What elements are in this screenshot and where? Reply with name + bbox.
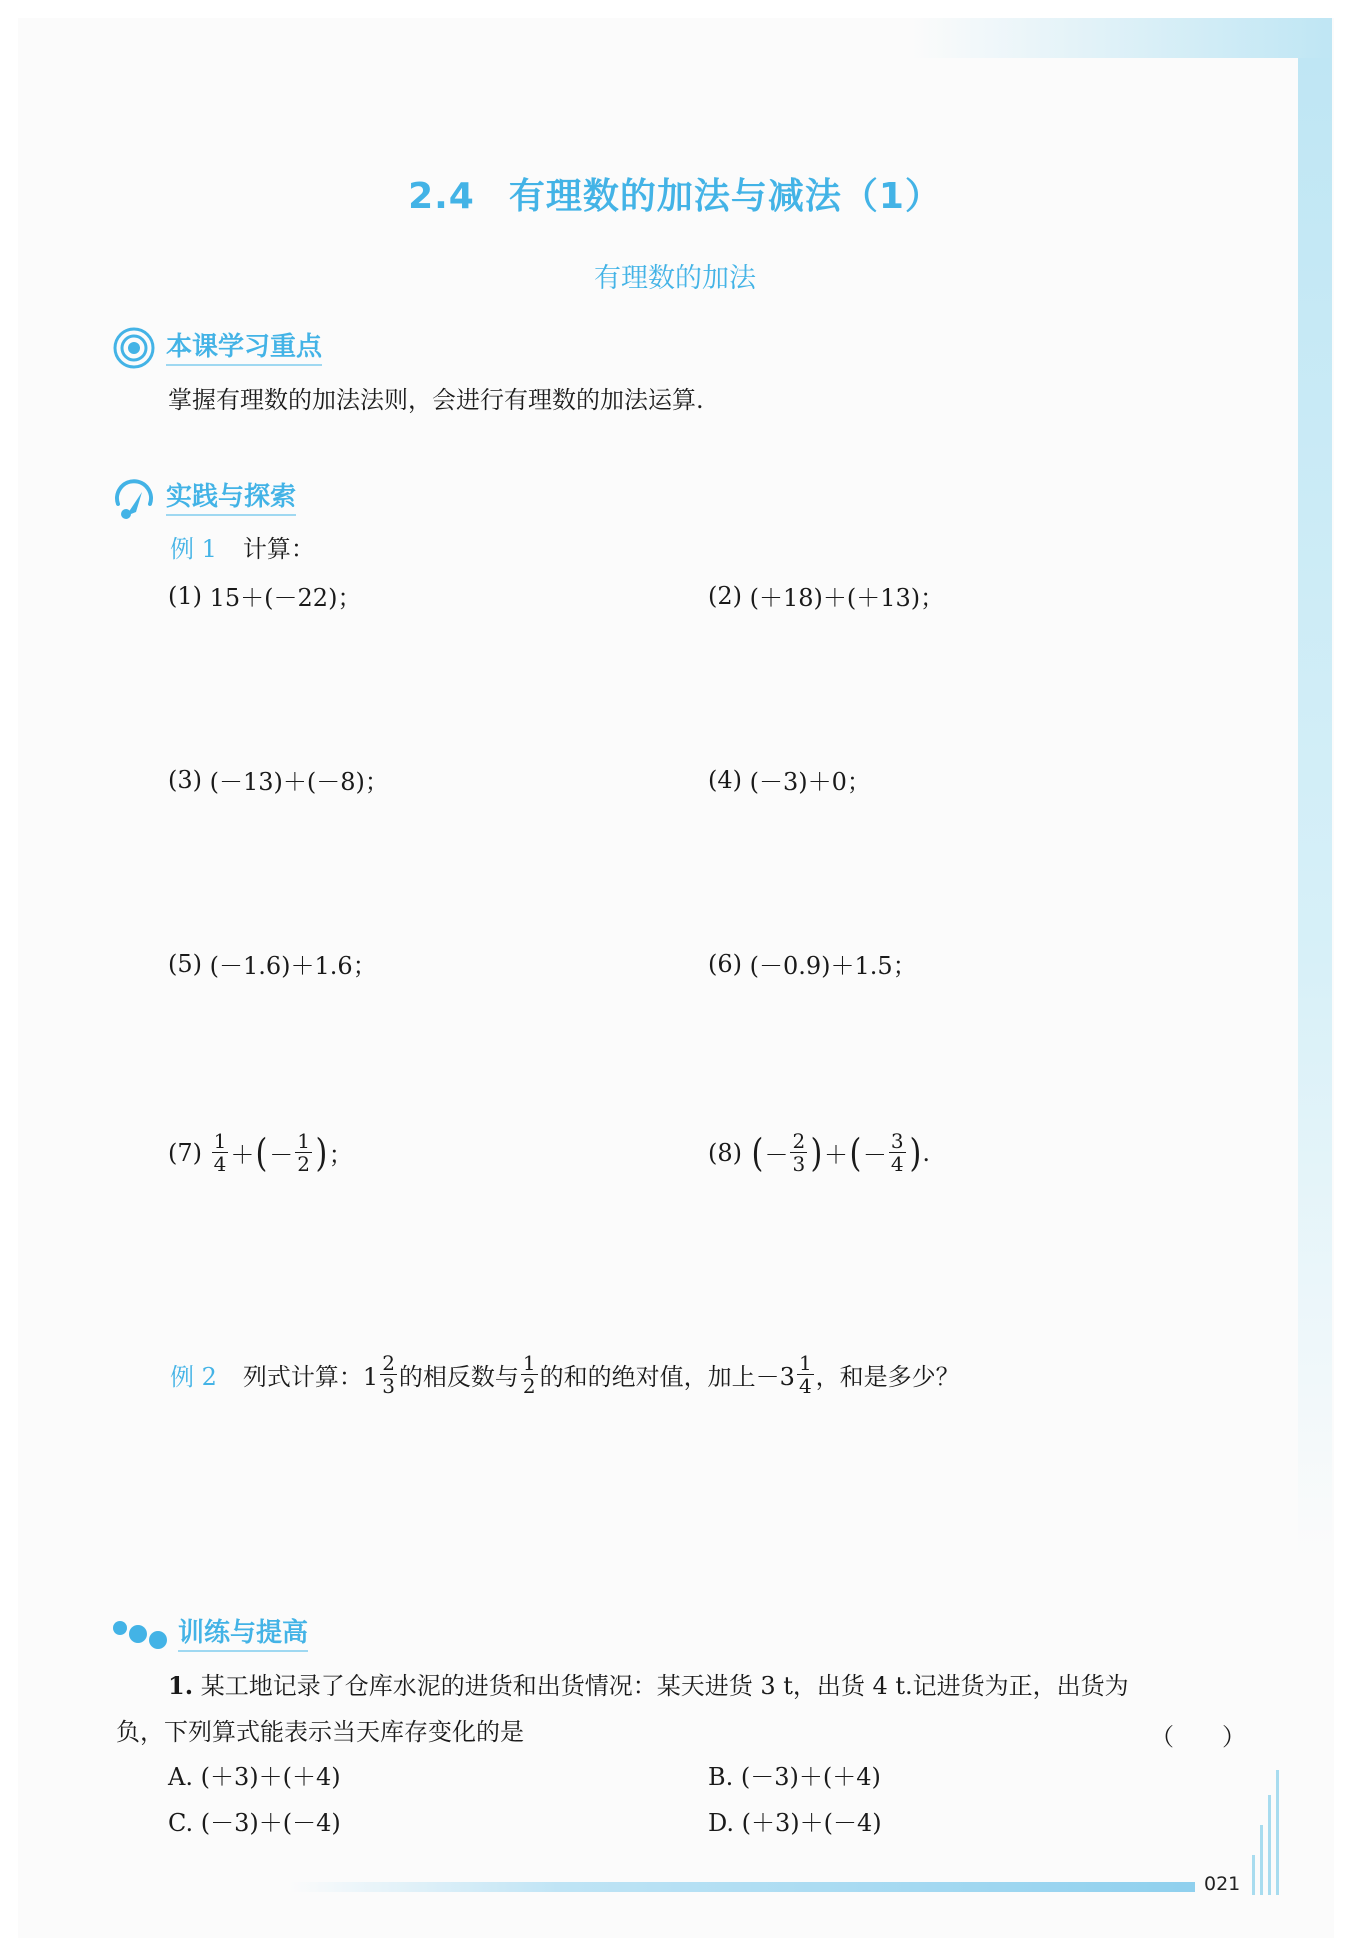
option-d: [708, 1800, 882, 1846]
section-training-label: 训练与提高: [178, 1617, 308, 1652]
question-1-line-1: [168, 1663, 1129, 1709]
problem-8-number: (8): [708, 1138, 742, 1167]
fraction-denominator: 3: [792, 1152, 806, 1176]
close-paren: ): [810, 1130, 823, 1175]
fraction: [790, 1130, 807, 1175]
minus-sign: －: [764, 1141, 789, 1169]
fraction: [797, 1352, 814, 1397]
problem-4-expression: (－3)＋0；: [749, 768, 871, 796]
answer-blank: （ ）: [1150, 1723, 1246, 1751]
fraction-numerator: 1: [297, 1129, 310, 1153]
question-1-text: 某工地记录了仓库水泥的进货和出货情况：某天进货 3 t，出货 4 t.记进货为正，出货为: [200, 1672, 1129, 1700]
chapter-title-text: 有理数的加法与减法（1）: [508, 176, 942, 217]
section-focus-heading: [112, 326, 322, 370]
option-c: [168, 1800, 341, 1846]
option-b: [708, 1754, 881, 1800]
problem-7-number: (7): [168, 1138, 202, 1167]
fraction: [521, 1352, 538, 1397]
fraction: [295, 1130, 312, 1175]
problem-3: [168, 762, 389, 797]
punctuation: .: [922, 1138, 931, 1167]
example-1-header: [170, 532, 315, 566]
footer-tick-lines: [1252, 1770, 1282, 1895]
example-2-text: 列式计算：1: [242, 1363, 379, 1391]
fraction: [380, 1352, 397, 1397]
example-1-prompt: 计算：: [242, 535, 315, 563]
open-paren: (: [751, 1130, 763, 1175]
section-subtitle: 有理数的加法: [594, 263, 756, 294]
problem-1: [168, 578, 361, 613]
plus-sign: ＋: [824, 1141, 849, 1169]
option-d-label: D.: [708, 1809, 735, 1837]
fraction-denominator: 3: [382, 1374, 395, 1398]
option-a-label: A.: [168, 1763, 193, 1791]
minus-sign: －: [269, 1141, 294, 1169]
example-2-label: 例 2: [170, 1363, 217, 1391]
plus-sign: ＋: [230, 1141, 255, 1169]
problem-8: [708, 1130, 930, 1175]
problem-5-number: (5): [168, 949, 202, 978]
fraction-numerator: 1: [522, 1351, 536, 1375]
problem-1-number: (1): [168, 581, 202, 610]
page-number: 021: [1204, 1873, 1241, 1895]
problem-4-number: (4): [708, 765, 742, 794]
footer-bar: [290, 1882, 1195, 1892]
example-2-text: 的相反数与: [398, 1363, 519, 1391]
section-focus-label: 本课学习重点: [166, 331, 322, 366]
close-paren: ): [909, 1130, 921, 1175]
option-a-text: (＋3)＋(＋4): [200, 1763, 341, 1791]
problem-6: [708, 946, 917, 981]
problem-4: [708, 762, 871, 797]
section-practice-label: 实践与探索: [166, 481, 296, 516]
chapter-number: 2.4: [408, 176, 475, 217]
section-training-heading: [112, 1612, 308, 1656]
option-c-text: (－3)＋(－4): [200, 1809, 341, 1837]
decorative-top-band: [912, 18, 1332, 58]
fraction-denominator: 2: [297, 1152, 310, 1176]
fraction-numerator: 2: [792, 1129, 806, 1153]
punctuation: ；: [328, 1141, 353, 1169]
dots-icon: [112, 1612, 168, 1656]
example-2-text: ，和是多少？: [815, 1363, 960, 1391]
option-a: [168, 1754, 341, 1800]
problem-2: [708, 578, 944, 613]
example-1-label: 例 1: [170, 535, 217, 563]
fraction-denominator: 2: [522, 1374, 536, 1398]
problem-6-expression: (－0.9)＋1.5；: [749, 952, 917, 980]
fraction: [889, 1130, 906, 1175]
close-paren: ): [315, 1130, 328, 1175]
problem-7: [168, 1130, 353, 1175]
example-2-text: 的和的绝对值，加上－3: [539, 1363, 795, 1391]
focus-text: 掌握有理数的加法法则，会进行有理数的加法运算.: [168, 386, 704, 414]
fraction-numerator: 1: [213, 1129, 227, 1153]
problem-1-expression: 15＋(－22)；: [209, 584, 362, 612]
option-c-label: C.: [168, 1809, 194, 1837]
problem-6-number: (6): [708, 949, 742, 978]
chapter-title: [0, 168, 1350, 219]
option-b-text: (－3)＋(＋4): [740, 1763, 881, 1791]
minus-sign: －: [862, 1141, 887, 1169]
problem-3-expression: (－13)＋(－8)；: [209, 768, 389, 796]
section-practice-heading: [112, 476, 296, 520]
problem-5-expression: (－1.6)＋1.6；: [209, 952, 377, 980]
fraction-denominator: 4: [890, 1152, 904, 1176]
fraction: [212, 1130, 229, 1175]
example-2: [170, 1352, 960, 1397]
open-paren: (: [255, 1130, 268, 1175]
question-1-number: 1.: [168, 1671, 194, 1700]
problem-5: [168, 946, 377, 981]
problem-2-expression: (＋18)＋(＋13)；: [749, 584, 945, 612]
option-d-text: (＋3)＋(－4): [741, 1809, 882, 1837]
target-icon: [112, 326, 156, 370]
question-1-line-2: 负，下列算式能表示当天库存变化的是: [116, 1718, 524, 1746]
fraction-denominator: 4: [213, 1152, 227, 1176]
fraction-numerator: 2: [382, 1351, 395, 1375]
open-paren: (: [849, 1130, 862, 1175]
option-b-label: B.: [708, 1763, 734, 1791]
fraction-denominator: 4: [798, 1374, 812, 1398]
problem-3-number: (3): [168, 765, 202, 794]
problem-2-number: (2): [708, 581, 742, 610]
fraction-numerator: 3: [890, 1129, 904, 1153]
compass-icon: [112, 476, 156, 520]
fraction-numerator: 1: [798, 1351, 812, 1375]
